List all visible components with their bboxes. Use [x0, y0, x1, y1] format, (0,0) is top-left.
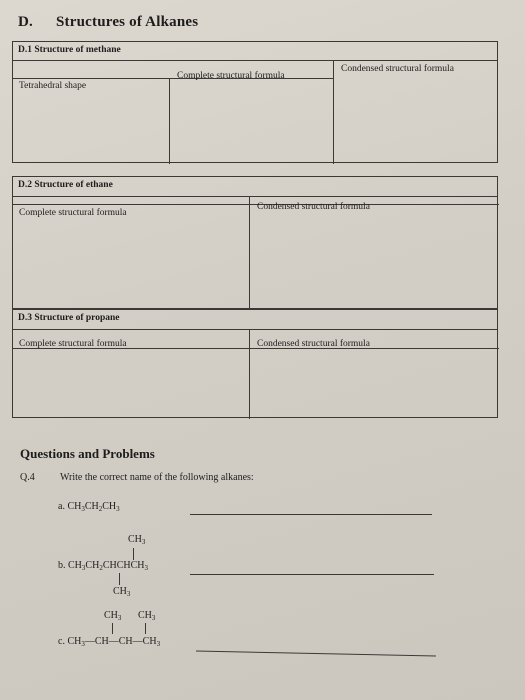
- questions-title: Questions and Problems: [20, 446, 155, 461]
- methane-col-divider-2: [333, 61, 334, 164]
- alkane-b-top-methyl: $CH_3$: [128, 534, 146, 546]
- ethane-complete-formula-label: Complete structural formula: [19, 208, 127, 218]
- alkane-c-bond-1: [112, 623, 113, 634]
- ethane-col-divider: [249, 197, 250, 310]
- answer-line-b[interactable]: [190, 574, 434, 575]
- methane-condensed-formula-label: Condensed structural formula: [341, 64, 454, 74]
- alkane-a: a. $CH_3CH_2CH_3$: [58, 501, 120, 513]
- section-letter: D.: [18, 14, 33, 30]
- alkane-b-bottom-methyl: $CH_3$: [113, 586, 131, 598]
- alkane-b-bond-up: [133, 548, 134, 560]
- section-title: Structures of Alkanes: [56, 14, 199, 30]
- alkane-b-main-chain: b. $CH_3CH_2CHCHCH_3$: [58, 560, 149, 572]
- alkane-c-top-methyl-1: $CH_3$: [104, 610, 122, 622]
- alkane-b-bond-down: [119, 573, 120, 585]
- propane-complete-formula-label: Complete structural formula: [19, 339, 127, 349]
- methane-table-header: D.1 Structure of methane: [13, 42, 497, 61]
- propane-condensed-formula-label: Condensed structural formula: [257, 339, 370, 349]
- methane-complete-formula-label: Complete structural formula: [177, 71, 285, 81]
- methane-table: [12, 41, 498, 163]
- question-prompt: Write the correct name of the following alkanes:: [60, 472, 254, 483]
- answer-line-a[interactable]: [190, 514, 432, 515]
- ethane-table-header: D.2 Structure of ethane: [13, 177, 497, 197]
- propane-table-header: D.3 Structure of propane: [13, 310, 497, 330]
- answer-line-c[interactable]: [196, 650, 436, 656]
- alkane-c-top-methyl-2: $CH_3$: [138, 610, 156, 622]
- propane-table: [12, 309, 498, 418]
- methane-col-divider-1: [169, 78, 170, 164]
- ethane-table: [12, 176, 498, 309]
- alkane-c-main-chain: c. $CH_3—CH—CH—CH_3$: [58, 636, 161, 648]
- section-heading: [18, 14, 198, 31]
- alkane-c-bond-2: [145, 623, 146, 634]
- propane-col-divider: [249, 330, 250, 419]
- tetrahedral-shape-label: Tetrahedral shape: [19, 81, 87, 91]
- ethane-condensed-formula-label: Condensed structural formula: [257, 202, 370, 212]
- question-number: Q.4: [20, 472, 35, 483]
